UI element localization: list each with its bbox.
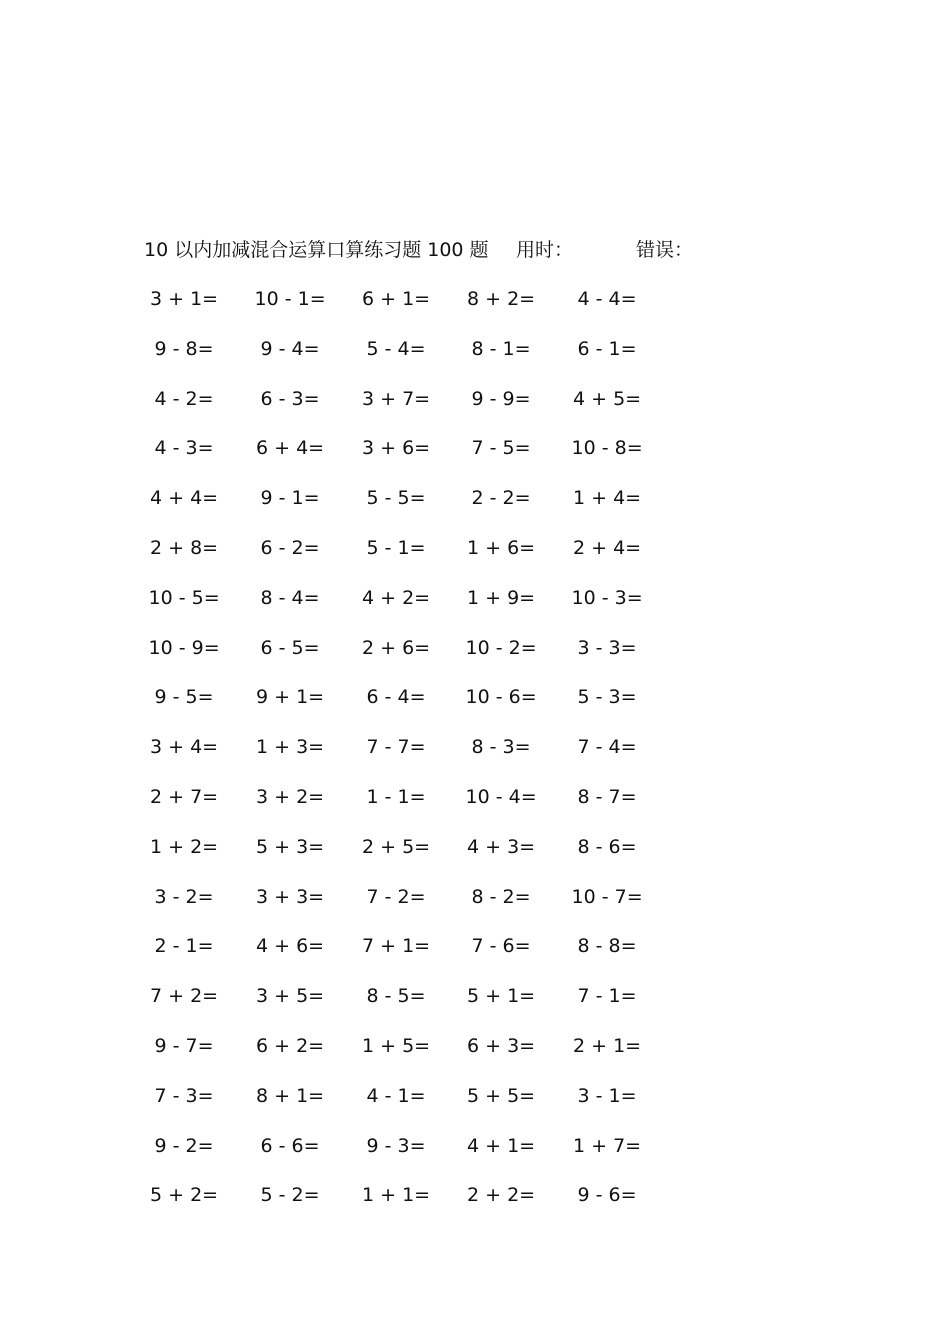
problem-item: 4 + 6=	[256, 935, 325, 958]
time-used-label: 用时：	[516, 239, 574, 261]
problem-row	[0, 1032, 950, 1082]
problem-item: 6 + 1=	[362, 288, 431, 310]
problem-item: 4 + 1=	[467, 1134, 536, 1157]
problem-item: 6 - 1=	[577, 337, 637, 360]
problem-item: 2 + 8=	[150, 536, 219, 559]
problem-item: 7 + 1=	[362, 935, 431, 958]
problem-item: 9 - 9=	[471, 387, 531, 410]
problem-item: 1 + 6=	[467, 536, 536, 559]
problem-item: 3 - 3=	[577, 636, 637, 659]
problem-item: 1 + 1=	[362, 1184, 431, 1207]
problem-row	[0, 634, 950, 684]
problem-item: 2 + 1=	[573, 1034, 642, 1057]
problem-item: 6 - 4=	[366, 686, 426, 709]
problem-item: 4 - 4=	[577, 288, 637, 310]
problem-item: 3 + 2=	[256, 785, 325, 808]
problem-item: 4 + 2=	[362, 586, 431, 609]
problem-item: 4 - 2=	[154, 387, 214, 410]
problem-item: 4 - 3=	[154, 437, 214, 460]
worksheet-header	[0, 236, 950, 264]
problem-item: 3 + 7=	[362, 387, 431, 410]
problem-item: 1 + 5=	[362, 1034, 431, 1057]
problem-row	[0, 1082, 950, 1132]
problem-item: 1 + 3=	[256, 736, 325, 759]
problem-row	[0, 434, 950, 484]
problem-item: 2 - 2=	[471, 487, 531, 510]
problem-item: 3 + 3=	[256, 885, 325, 908]
problem-item: 8 - 6=	[577, 835, 637, 858]
problem-row	[0, 484, 950, 534]
problem-item: 1 + 9=	[467, 586, 536, 609]
problem-item: 3 - 2=	[154, 885, 214, 908]
problem-item: 3 + 6=	[362, 437, 431, 460]
problem-row	[0, 1132, 950, 1182]
problem-row	[0, 833, 950, 883]
problem-item: 9 - 4=	[260, 337, 320, 360]
problem-item: 2 + 5=	[362, 835, 431, 858]
problem-item: 10 - 4=	[465, 785, 537, 808]
problem-row	[0, 783, 950, 833]
problem-item: 5 + 5=	[467, 1084, 536, 1107]
problem-item: 7 - 5=	[471, 437, 531, 460]
problem-item: 8 + 1=	[256, 1084, 325, 1107]
problem-item: 7 - 3=	[154, 1084, 214, 1107]
problem-item: 9 + 1=	[256, 686, 325, 709]
problem-row	[0, 932, 950, 982]
problem-item: 6 - 6=	[260, 1134, 320, 1157]
problem-grid	[0, 285, 950, 1231]
problem-item: 4 + 5=	[573, 387, 642, 410]
problem-item: 9 - 2=	[154, 1134, 214, 1157]
problem-row	[0, 982, 950, 1032]
problem-item: 10 - 5=	[148, 586, 220, 609]
problem-item: 1 + 2=	[150, 835, 219, 858]
problem-item: 7 + 2=	[150, 985, 219, 1008]
problem-row	[0, 285, 950, 335]
problem-row	[0, 335, 950, 385]
problem-row	[0, 584, 950, 634]
problem-item: 6 - 3=	[260, 387, 320, 410]
problem-item: 5 - 4=	[366, 337, 426, 360]
problem-item: 1 + 4=	[573, 487, 642, 510]
problem-item: 9 - 8=	[154, 337, 214, 360]
problem-item: 9 - 7=	[154, 1034, 214, 1057]
problem-item: 8 - 2=	[471, 885, 531, 908]
problem-item: 5 - 2=	[260, 1184, 320, 1207]
problem-item: 2 + 4=	[573, 536, 642, 559]
problem-item: 5 - 5=	[366, 487, 426, 510]
problem-item: 3 + 5=	[256, 985, 325, 1008]
problem-item: 3 + 4=	[150, 736, 219, 759]
problem-row	[0, 385, 950, 435]
problem-item: 7 - 2=	[366, 885, 426, 908]
problem-item: 6 + 2=	[256, 1034, 325, 1057]
problem-item: 10 - 3=	[571, 586, 643, 609]
problem-item: 6 + 3=	[467, 1034, 536, 1057]
problem-item: 4 + 3=	[467, 835, 536, 858]
problem-item: 4 - 1=	[366, 1084, 426, 1107]
problem-item: 2 + 2=	[467, 1184, 536, 1207]
worksheet-title: 10 以内加减混合运算口算练习题 100 题	[144, 239, 489, 261]
error-count-label: 错误：	[636, 239, 694, 261]
problem-item: 2 + 6=	[362, 636, 431, 659]
problem-item: 8 - 1=	[471, 337, 531, 360]
problem-item: 10 - 1=	[254, 288, 326, 310]
problem-item: 8 - 8=	[577, 935, 637, 958]
problem-row	[0, 733, 950, 783]
problem-item: 7 - 4=	[577, 736, 637, 759]
problem-item: 10 - 7=	[571, 885, 643, 908]
problem-item: 5 - 3=	[577, 686, 637, 709]
problem-item: 6 - 5=	[260, 636, 320, 659]
problem-item: 5 + 1=	[467, 985, 536, 1008]
problem-item: 6 - 2=	[260, 536, 320, 559]
problem-row	[0, 683, 950, 733]
problem-item: 10 - 9=	[148, 636, 220, 659]
problem-item: 9 - 3=	[366, 1134, 426, 1157]
problem-row	[0, 534, 950, 584]
problem-item: 2 + 7=	[150, 785, 219, 808]
problem-item: 1 + 7=	[573, 1134, 642, 1157]
problem-item: 10 - 8=	[571, 437, 643, 460]
problem-row	[0, 883, 950, 933]
problem-item: 10 - 2=	[465, 636, 537, 659]
problem-item: 3 + 1=	[150, 288, 219, 310]
problem-item: 5 - 1=	[366, 536, 426, 559]
problem-item: 3 - 1=	[577, 1084, 637, 1107]
problem-item: 5 + 3=	[256, 835, 325, 858]
problem-row	[0, 1181, 950, 1231]
problem-item: 1 - 1=	[366, 785, 426, 808]
problem-item: 8 - 3=	[471, 736, 531, 759]
problem-item: 9 - 5=	[154, 686, 214, 709]
problem-item: 2 - 1=	[154, 935, 214, 958]
problem-item: 6 + 4=	[256, 437, 325, 460]
problem-item: 7 - 7=	[366, 736, 426, 759]
problem-item: 4 + 4=	[150, 487, 219, 510]
problem-item: 7 - 6=	[471, 935, 531, 958]
problem-item: 10 - 6=	[465, 686, 537, 709]
problem-item: 9 - 6=	[577, 1184, 637, 1207]
problem-item: 8 - 5=	[366, 985, 426, 1008]
problem-item: 7 - 1=	[577, 985, 637, 1008]
problem-item: 5 + 2=	[150, 1184, 219, 1207]
problem-item: 9 - 1=	[260, 487, 320, 510]
problem-item: 8 - 4=	[260, 586, 320, 609]
problem-item: 8 + 2=	[467, 288, 536, 310]
problem-item: 8 - 7=	[577, 785, 637, 808]
